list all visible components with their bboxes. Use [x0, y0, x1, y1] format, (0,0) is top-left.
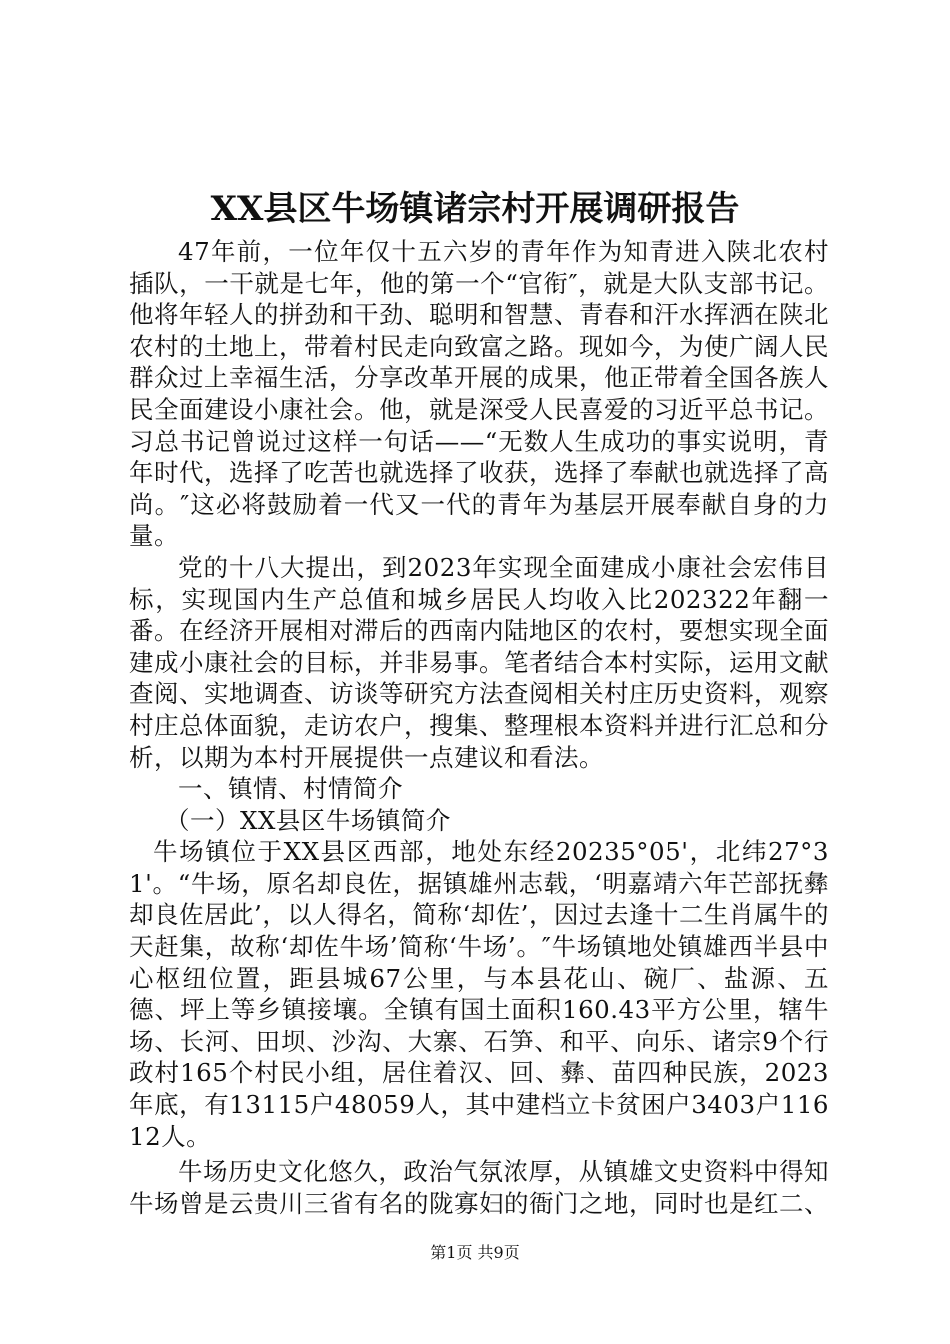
- document-body: [129, 236, 829, 1219]
- page-title: XX县区牛场镇诸宗村开展调研报告: [210, 189, 740, 229]
- paragraph-background: 党的十八大提出，到2023年实现全面建成小康社会宏伟目标，实现国内生产总值和城乡居民人均收入比202322年翻一番。在经济开展相对滞后的西南内陆地区的农村，要想实现全面建成小康社会的目标，并非易事。笔者结合本村实际，运用文献查阅、实地调查、访谈等研究方法查阅相关村庄历史资料，观察村庄总体面貌，走访农户，搜集、整理根本资料并进行汇总和分析，以期为本村开展提供一点建议和看法。: [129, 552, 829, 772]
- section-heading: 一、镇情、村情简介: [178, 774, 403, 804]
- subsection-heading: （一）XX县区牛场镇简介: [165, 805, 451, 835]
- paragraph-intro: 47年前，一位年仅十五六岁的青年作为知青进入陕北农村插队，一干就是七年，他的第一个“官衔″，就是大队支部书记。他将年轻人的拼劲和干劲、聪明和智慧、青春和汗水挥洒在陕北农村的土地上，带着村民走向致富之路。现如今，为使广阔人民群众过上幸福生活，分享改革开展的成果，他正带着全国各族人民全面建设小康社会。他，就是深受人民喜爱的习近平总书记。习总书记曾说过这样一句话——“无数人生成功的事实说明，青年时代，选择了吃苦也就选择了收获，选择了奉献也就选择了高尚。″这必将鼓励着一代又一代的青年为基层开展奉献自身的力量。: [129, 237, 829, 551]
- paragraph-town-intro: 牛场镇位于XX县区西部，地处东经20235°05'，北纬27°31'。“牛场，原名却良佐，据镇雄州志载，‘明嘉靖六年芒部抚彝却良佐居此’，以人得名，简称‘却佐’，因过去逢十二生肖属牛的天赶集，故称‘却佐牛场’简称‘牛场’。″牛场镇地处镇雄西半县中心枢纽位置，距县城67公里，与本县花山、碗厂、盐源、五德、坪上等乡镇接壤。全镇有国土面积160.43平方公里，辖牛场、长河、田坝、沙沟、大寨、石笋、和平、向乐、诸宗9个行政村165个村民小组，居住着汉、回、彝、苗四种民族，2023年底，有13115户48059人，其中建档立卡贫困户3403户11612人。: [129, 837, 829, 1151]
- page-indicator: 第1页 共9页: [430, 1243, 520, 1262]
- paragraph-town-history: 牛场历史文化悠久，政治气氛浓厚，从镇雄文史资料中得知牛场曾是云贵川三省有名的陇寡妇的衙门之地，同时也是红二、: [129, 1157, 829, 1218]
